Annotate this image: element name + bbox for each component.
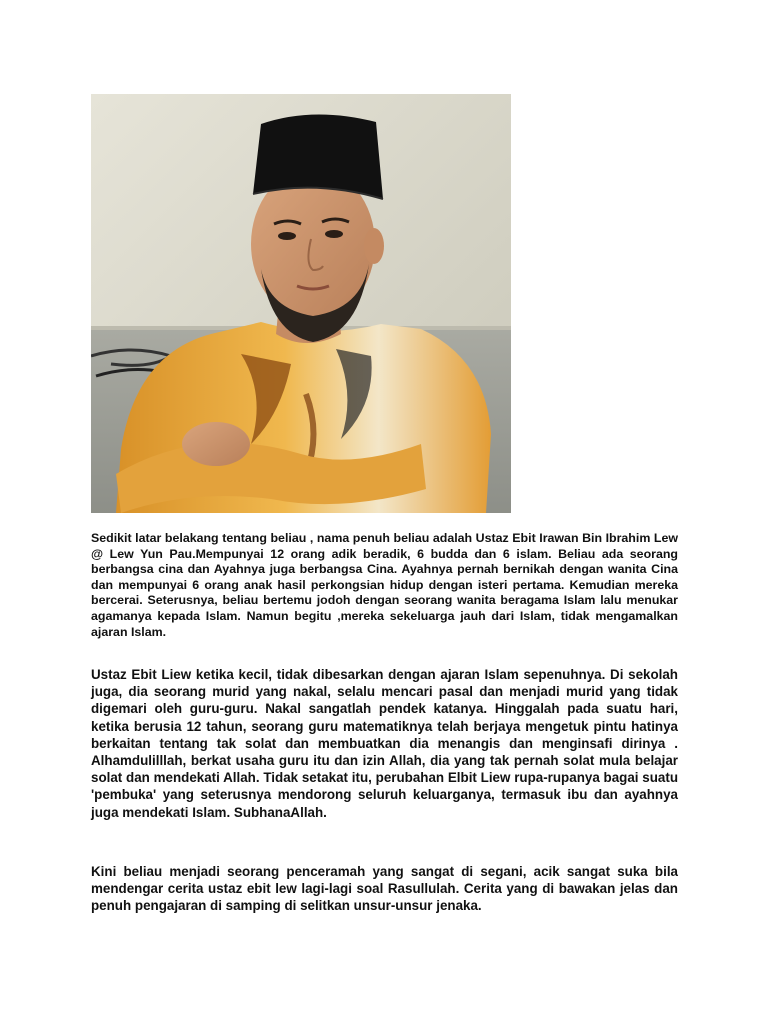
paragraph-background: Sedikit latar belakang tentang beliau , nama penuh beliau adalah Ustaz Ebit Irawan Bin Ibrahim Lew @ Lew Yun Pau.Mempunyai 12 orang adik beradik, 6 budda dan 6 islam. Beliau ada seorang berbangsa cina dan Ayahnya juga berbangsa Cina. Ayahnya pernah bernikah dengan wanita Cina dan mempunyai 6 orang anak hasil perkongsian hidup dengan isteri pertama. Kemudian mereka bercerai. Seterusnya, beliau bertemu jodoh dengan seorang wanita beragama Islam lalu menukar agamanya kepada Islam. Namun begitu ,mereka sekeluarga jauh dari Islam, tidak mengamalkan ajaran Islam.: [91, 531, 678, 639]
hand: [182, 422, 250, 466]
songkok-cap: [253, 114, 383, 199]
portrait-illustration: [91, 94, 511, 513]
paragraph-childhood: Ustaz Ebit Liew ketika kecil, tidak dibesarkan dengan ajaran Islam sepenuhnya. Di sekolah juga, dia seorang murid yang nakal, selalu mencari pasal dan menjadi murid yang tidak digemari oleh guru-guru. Nakal sangatlah pendek katanya. Hinggalah pada suatu hari, ketika berusia 12 tahun, seorang guru matematiknya telah berjaya mengetuk pintu hatinya berkaitan tentang tak solat dan membuatkan dia menangis dan menginsafi dirinya . Alhamdulilllah, berkat usaha guru itu dan izin Allah, dia yang tak pernah solat mula belajar solat dan mendekati Allah. Tidak setakat itu, perubahan Elbit Liew rupa-rupanya bagai suatu 'pembuka' yang seterusnya mendorong seluruh keluarganya, termasuk ibu dan ayahnya juga mendekati Islam. SubhanaAllah.: [91, 667, 678, 820]
paragraph-present: Kini beliau menjadi seorang penceramah yang sangat di segani, acik sangat suka bila mendengar cerita ustaz ebit lew lagi-lagi soal Rasullulah. Cerita yang di bawakan jelas dan penuh pengajaran di samping di selitkan unsur-unsur jenaka.: [91, 864, 678, 914]
portrait-photo: [91, 94, 511, 513]
